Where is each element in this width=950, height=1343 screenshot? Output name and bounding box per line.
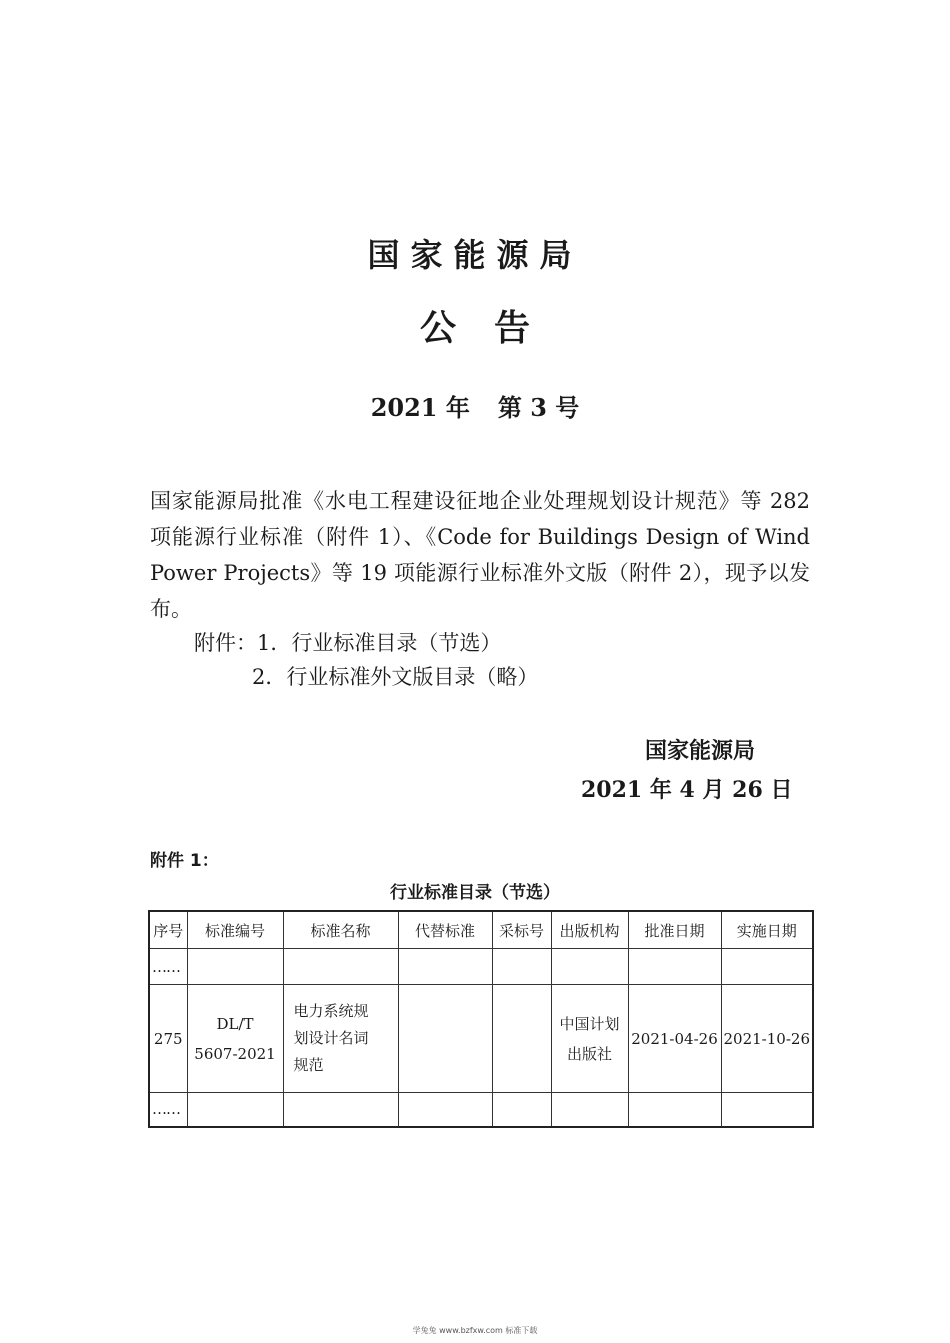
row-publisher-line1: 中国计划: [559, 1014, 620, 1033]
row-name-line3: 规范: [293, 1056, 324, 1074]
row-replaced: [398, 985, 492, 1093]
row-publisher: [551, 985, 628, 1093]
announcement-year: 2021 年: [370, 393, 470, 422]
document-subtitle: 公告: [419, 308, 568, 349]
ellipsis-cell: ……: [149, 949, 187, 985]
row-seq: 275: [149, 985, 187, 1093]
header-effective-date: 实施日期: [721, 911, 813, 949]
table-row-ellipsis-top: [149, 949, 813, 985]
row-code-line1: DL/T: [216, 1014, 254, 1033]
document-title: 国家能源局: [367, 236, 583, 274]
header-seq: 序号: [149, 911, 187, 949]
header-publisher: 出版机构: [551, 911, 628, 949]
header-approve-date: 批准日期: [628, 911, 721, 949]
row-adopted: [492, 985, 551, 1093]
row-effective-date: 2021-10-26: [721, 985, 813, 1093]
row-name-line1: 电力系统规: [293, 1002, 369, 1020]
signature-organization: 国家能源局: [645, 739, 756, 764]
row-code-line2: 5607-2021: [194, 1044, 276, 1063]
announcement-issue: 第 3 号: [497, 393, 580, 422]
table-row: [149, 985, 813, 1093]
row-publisher-line2: 出版社: [566, 1044, 612, 1063]
table-header-row: [149, 911, 813, 949]
standards-table: [148, 910, 814, 1128]
header-code: 标准编号: [187, 911, 283, 949]
footer-watermark: 学兔兔 www.bzfxw.com 标准下载: [412, 1326, 538, 1335]
appendix-label: 附件 1：: [150, 851, 219, 871]
table-title: 行业标准目录（节选）: [390, 883, 560, 903]
attachment-item-2: 2．行业标准外文版目录（略）: [252, 665, 539, 689]
ellipsis-cell: ……: [149, 1093, 187, 1127]
header-adopted: 采标号: [492, 911, 551, 949]
row-name: [283, 985, 398, 1093]
attachment-item-1: 附件：1．行业标准目录（节选）: [194, 631, 502, 655]
row-name-line2: 划设计名词: [293, 1029, 369, 1047]
row-approve-date: 2021-04-26: [628, 985, 721, 1093]
signature-date: 2021 年 4 月 26 日: [581, 777, 793, 803]
header-replaced: 代替标准: [398, 911, 492, 949]
announcement-number: [0, 388, 950, 423]
announcement-body: 国家能源局批准《水电工程建设征地企业处理规划设计规范》等 282 项能源行业标准（附件 1）、《Code for Buildings Design of Wind Power Projects》等 19 项能源行业标准外文版（附件 2），现予以发布。: [150, 489, 810, 621]
table-row-ellipsis-bottom: [149, 1093, 813, 1127]
header-name: 标准名称: [283, 911, 398, 949]
row-code: [187, 985, 283, 1093]
